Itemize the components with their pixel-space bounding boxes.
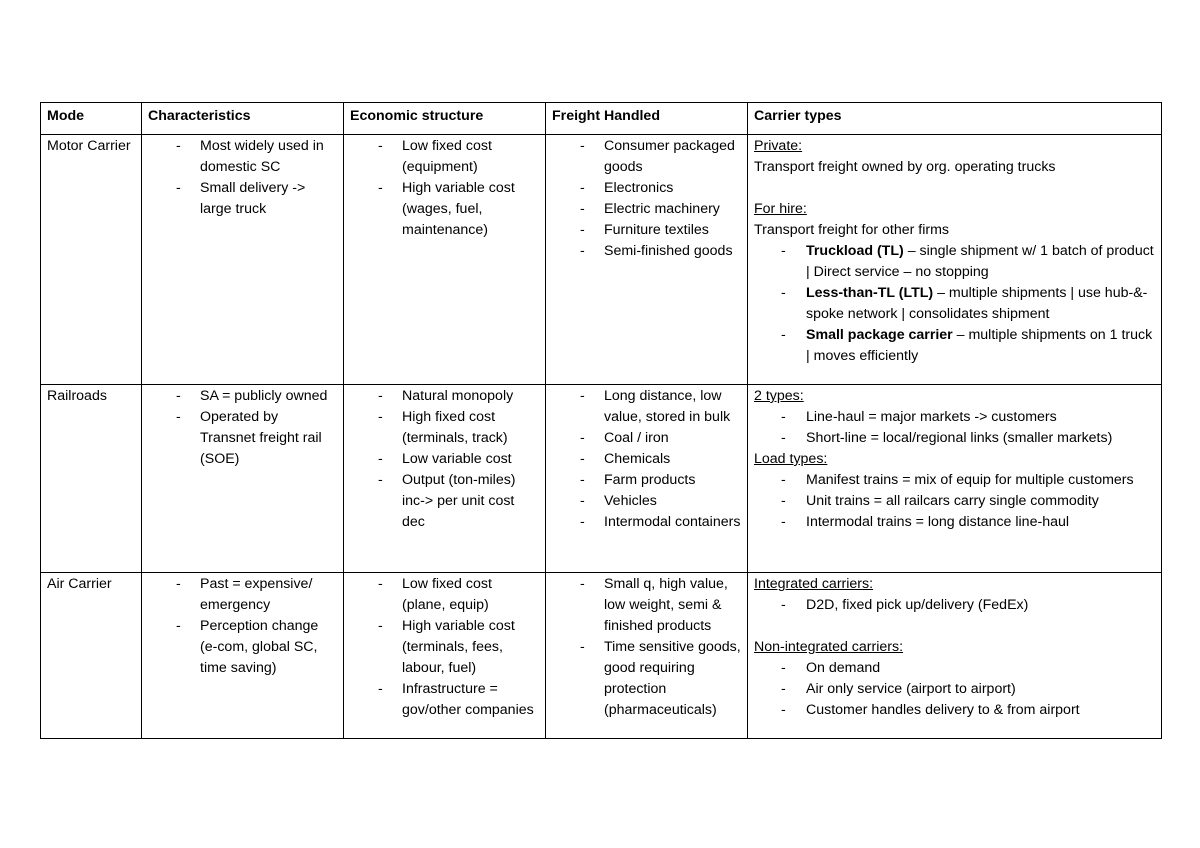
table-row <box>41 573 1162 739</box>
list-item: - Output (ton-miles) inc-> per unit cost dec <box>350 470 539 533</box>
table-row <box>41 385 1162 573</box>
header-mode: Mode <box>41 103 142 135</box>
economic-cell <box>344 573 546 739</box>
list-item: - On demand <box>754 658 1155 679</box>
list-item: - Low fixed cost (equipment) <box>350 136 539 178</box>
list-item: - Electronics <box>552 178 741 199</box>
list-item <box>754 325 1155 367</box>
characteristics-cell <box>142 385 344 573</box>
term-desc: – multiple shipments | use hub-&-spoke network | consolidates shipment <box>806 285 1148 322</box>
list-item: - Customer handles delivery to & from airport <box>754 700 1155 721</box>
term: Truckload (TL) <box>806 243 904 259</box>
carrier-types-cell <box>748 385 1162 573</box>
list-item: - Low fixed cost (plane, equip) <box>350 574 539 616</box>
types-heading: 2 types: <box>754 388 804 404</box>
list-item: - Electric machinery <box>552 199 741 220</box>
list-item: - Manifest trains = mix of equip for multiple customers <box>754 470 1155 491</box>
header-carrier-types: Carrier types <box>748 103 1162 135</box>
list-item: - Furniture textiles <box>552 220 741 241</box>
freight-cell <box>546 573 748 739</box>
list-item: - Perception change (e-com, global SC, time saving) <box>148 616 337 679</box>
load-types-heading: Load types: <box>754 451 828 467</box>
table-row <box>41 135 1162 385</box>
list-item: - Past = expensive/ emergency <box>148 574 337 616</box>
characteristics-cell <box>142 135 344 385</box>
header-row <box>41 103 1162 135</box>
economic-cell <box>344 135 546 385</box>
term-desc: – single shipment w/ 1 batch of product | Direct service – no stopping <box>806 243 1154 280</box>
list-item: - Low variable cost <box>350 449 539 470</box>
characteristics-cell <box>142 573 344 739</box>
economic-cell <box>344 385 546 573</box>
list-item: - Air only service (airport to airport) <box>754 679 1155 700</box>
non-integrated-heading: Non-integrated carriers: <box>754 639 904 655</box>
list-item: - High fixed cost (terminals, track) <box>350 407 539 449</box>
term: Less-than-TL (LTL) <box>806 285 934 301</box>
list-item: - High variable cost (terminals, fees, labour, fuel) <box>350 616 539 679</box>
list-item: - Line-haul = major markets -> customers <box>754 407 1155 428</box>
header-characteristics: Characteristics <box>142 103 344 135</box>
list-item: - Intermodal containers <box>552 512 741 533</box>
list-item: - Consumer packaged goods <box>552 136 741 178</box>
carrier-types-cell <box>748 573 1162 739</box>
list-item: - Intermodal trains = long distance line-haul <box>754 512 1155 533</box>
private-heading: Private: <box>754 138 803 154</box>
list-item <box>754 241 1155 283</box>
list-item: - Coal / iron <box>552 428 741 449</box>
term-desc: – multiple shipments on 1 truck | moves efficiently <box>806 327 1153 364</box>
header-economic-structure: Economic structure <box>344 103 546 135</box>
transport-modes-table <box>40 102 1162 739</box>
list-item: - Infrastructure = gov/other companies <box>350 679 539 721</box>
list-item: - Semi-finished goods <box>552 241 741 262</box>
list-item: - High variable cost (wages, fuel, maintenance) <box>350 178 539 241</box>
list-item <box>754 283 1155 325</box>
freight-cell <box>546 385 748 573</box>
term: Small package carrier <box>806 327 953 343</box>
list-item: - Natural monopoly <box>350 386 539 407</box>
for-hire-heading: For hire: <box>754 201 807 217</box>
list-item: - SA = publicly owned <box>148 386 337 407</box>
integrated-heading: Integrated carriers: <box>754 576 874 592</box>
list-item: - Short-line = local/regional links (smaller markets) <box>754 428 1155 449</box>
private-text: Transport freight owned by org. operating trucks <box>754 159 1056 175</box>
header-freight-handled: Freight Handled <box>546 103 748 135</box>
carrier-types-cell <box>748 135 1162 385</box>
list-item: - Chemicals <box>552 449 741 470</box>
list-item: - Operated by Transnet freight rail (SOE) <box>148 407 337 470</box>
mode-cell: Air Carrier <box>41 573 142 739</box>
mode-cell: Railroads <box>41 385 142 573</box>
list-item: - Farm products <box>552 470 741 491</box>
list-item: - Long distance, low value, stored in bulk <box>552 386 741 428</box>
list-item: - Vehicles <box>552 491 741 512</box>
list-item: - Most widely used in domestic SC <box>148 136 337 178</box>
freight-cell <box>546 135 748 385</box>
list-item: - Small q, high value, low weight, semi & finished products <box>552 574 741 637</box>
list-item: - Unit trains = all railcars carry single commodity <box>754 491 1155 512</box>
list-item: - D2D, fixed pick up/delivery (FedEx) <box>754 595 1155 616</box>
list-item: - Time sensitive goods, good requiring protection (pharmaceuticals) <box>552 637 741 721</box>
for-hire-text: Transport freight for other firms <box>754 222 950 238</box>
mode-cell: Motor Carrier <box>41 135 142 385</box>
list-item: - Small delivery -> large truck <box>148 178 337 220</box>
